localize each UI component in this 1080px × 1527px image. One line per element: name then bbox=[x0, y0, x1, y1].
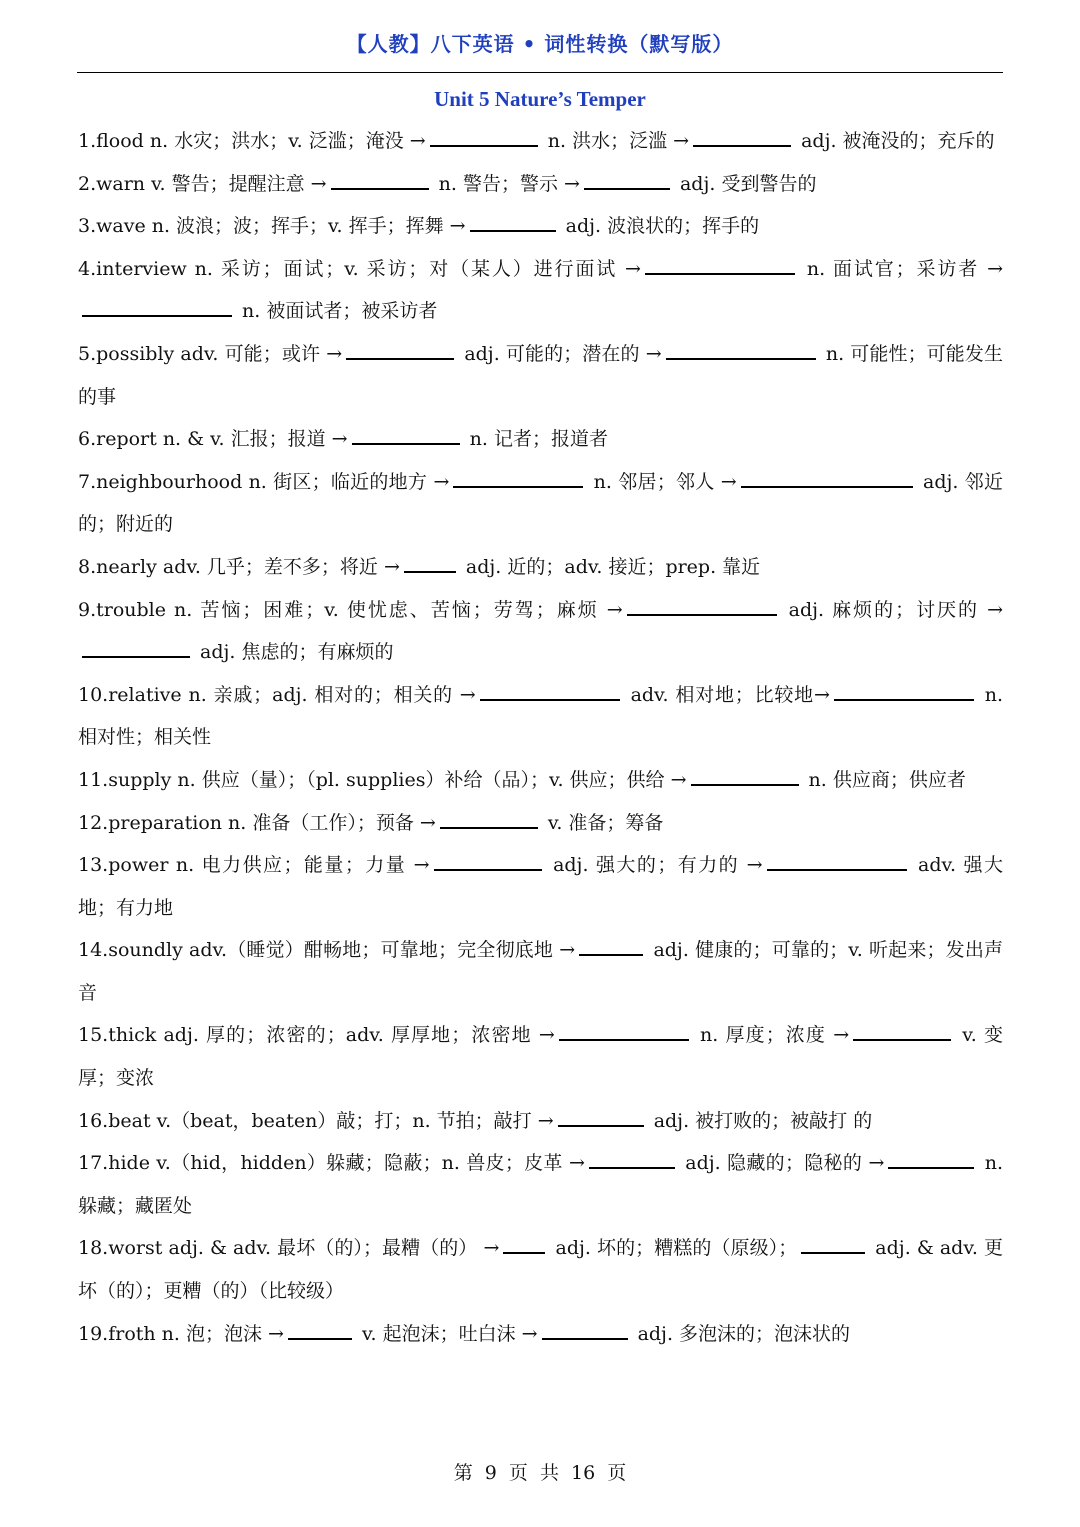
exercise-item-14: 14.soundly adv.（睡觉）酣畅地；可靠地；完全彻底地 → adj. 健康的；可靠的；v. 听起来；发出声音 bbox=[78, 929, 1003, 1014]
answer-blank[interactable] bbox=[801, 1233, 865, 1254]
answer-blank[interactable] bbox=[645, 254, 795, 275]
exercise-item-16: 16.beat v.（beat，beaten）敲；打；n. 节拍；敲打 → adj. 被打败的；被敲打 的 bbox=[78, 1100, 1003, 1143]
exercise-item-17: 17.hide v.（hid，hidden）躲藏；隐蔽；n. 兽皮；皮革 → adj. 隐藏的；隐秘的 → n. 躲藏；藏匿处 bbox=[78, 1142, 1003, 1227]
exercise-item-6: 6.report n. & v. 汇报；报道 → n. 记者；报道者 bbox=[78, 418, 1003, 461]
answer-blank[interactable] bbox=[470, 211, 556, 232]
unit-title: Unit 5 Nature’s Temper bbox=[434, 87, 646, 111]
answer-blank[interactable] bbox=[346, 339, 454, 360]
answer-blank[interactable] bbox=[589, 1148, 675, 1169]
answer-blank[interactable] bbox=[480, 680, 620, 701]
answer-blank[interactable] bbox=[82, 296, 232, 317]
document-header: 【人教】八下英语 • 词性转换（默写版） bbox=[346, 32, 734, 56]
exercise-item-13: 13.power n. 电力供应；能量；力量 → adj. 强大的；有力的 → adv. 强大地；有力地 bbox=[78, 844, 1003, 929]
answer-blank[interactable] bbox=[741, 467, 913, 488]
header-divider bbox=[77, 72, 1003, 73]
exercise-item-19: 19.froth n. 泡；泡沫 → v. 起泡沫；吐白沫 → adj. 多泡沫的；泡沫状的 bbox=[78, 1313, 1003, 1356]
answer-blank[interactable] bbox=[584, 169, 670, 190]
answer-blank[interactable] bbox=[453, 467, 583, 488]
answer-blank[interactable] bbox=[503, 1233, 545, 1254]
answer-blank[interactable] bbox=[331, 169, 429, 190]
answer-blank[interactable] bbox=[440, 808, 538, 829]
answer-blank[interactable] bbox=[627, 595, 777, 616]
answer-blank[interactable] bbox=[691, 765, 799, 786]
answer-blank[interactable] bbox=[542, 1319, 628, 1340]
answer-blank[interactable] bbox=[853, 1020, 951, 1041]
answer-blank[interactable] bbox=[434, 850, 542, 871]
exercise-item-3: 3.wave n. 波浪；波；挥手；v. 挥手；挥舞 → adj. 波浪状的；挥手的 bbox=[78, 205, 1003, 248]
answer-blank[interactable] bbox=[579, 935, 643, 956]
exercise-item-10: 10.relative n. 亲戚；adj. 相对的；相关的 → adv. 相对地；比较地→ n. 相对性；相关性 bbox=[78, 674, 1003, 759]
exercise-item-4: 4.interview n. 采访；面试；v. 采访；对（某人）进行面试 → n. 面试官；采访者 → n. 被面试者；被采访者 bbox=[78, 248, 1003, 333]
answer-blank[interactable] bbox=[404, 552, 456, 573]
exercise-item-12: 12.preparation n. 准备（工作）；预备 → v. 准备；筹备 bbox=[78, 802, 1003, 845]
exercise-item-15: 15.thick adj. 厚的；浓密的；adv. 厚厚地；浓密地 → n. 厚度；浓度 → v. 变厚；变浓 bbox=[78, 1014, 1003, 1099]
answer-blank[interactable] bbox=[430, 126, 538, 147]
exercise-item-2: 2.warn v. 警告；提醒注意 → n. 警告；警示 → adj. 受到警告的 bbox=[78, 163, 1003, 206]
exercise-item-11: 11.supply n. 供应（量）；（pl. supplies）补给（品）；v. 供应；供给 → n. 供应商；供应者 bbox=[78, 759, 1003, 802]
exercise-item-1: 1.flood n. 水灾；洪水；v. 泛滥；淹没 → n. 洪水；泛滥 → adj. 被淹没的；充斥的 bbox=[78, 120, 1003, 163]
answer-blank[interactable] bbox=[558, 1106, 644, 1127]
exercise-list bbox=[78, 120, 1003, 1355]
answer-blank[interactable] bbox=[834, 680, 974, 701]
answer-blank[interactable] bbox=[666, 339, 816, 360]
answer-blank[interactable] bbox=[888, 1148, 974, 1169]
answer-blank[interactable] bbox=[559, 1020, 689, 1041]
answer-blank[interactable] bbox=[288, 1319, 352, 1340]
exercise-item-7: 7.neighbourhood n. 街区；临近的地方 → n. 邻居；邻人 → adj. 邻近的；附近的 bbox=[78, 461, 1003, 546]
exercise-item-9: 9.trouble n. 苦恼；困难；v. 使忧虑、苦恼；劳驾；麻烦 → adj. 麻烦的；讨厌的 → adj. 焦虑的；有麻烦的 bbox=[78, 589, 1003, 674]
exercise-item-18: 18.worst adj. & adv. 最坏（的）；最糟（的） → adj. 坏的；糟糕的（原级）； adj. & adv. 更坏（的）；更糟（的）（比较级） bbox=[78, 1227, 1003, 1312]
exercise-item-8: 8.nearly adv. 几乎；差不多；将近 → adj. 近的；adv. 接近；prep. 靠近 bbox=[78, 546, 1003, 589]
answer-blank[interactable] bbox=[767, 850, 907, 871]
exercise-item-5: 5.possibly adv. 可能；或许 → adj. 可能的；潜在的 → n. 可能性；可能发生的事 bbox=[78, 333, 1003, 418]
answer-blank[interactable] bbox=[693, 126, 791, 147]
page-number: 第 9 页 共 16 页 bbox=[453, 1462, 627, 1484]
answer-blank[interactable] bbox=[82, 637, 190, 658]
answer-blank[interactable] bbox=[352, 424, 460, 445]
